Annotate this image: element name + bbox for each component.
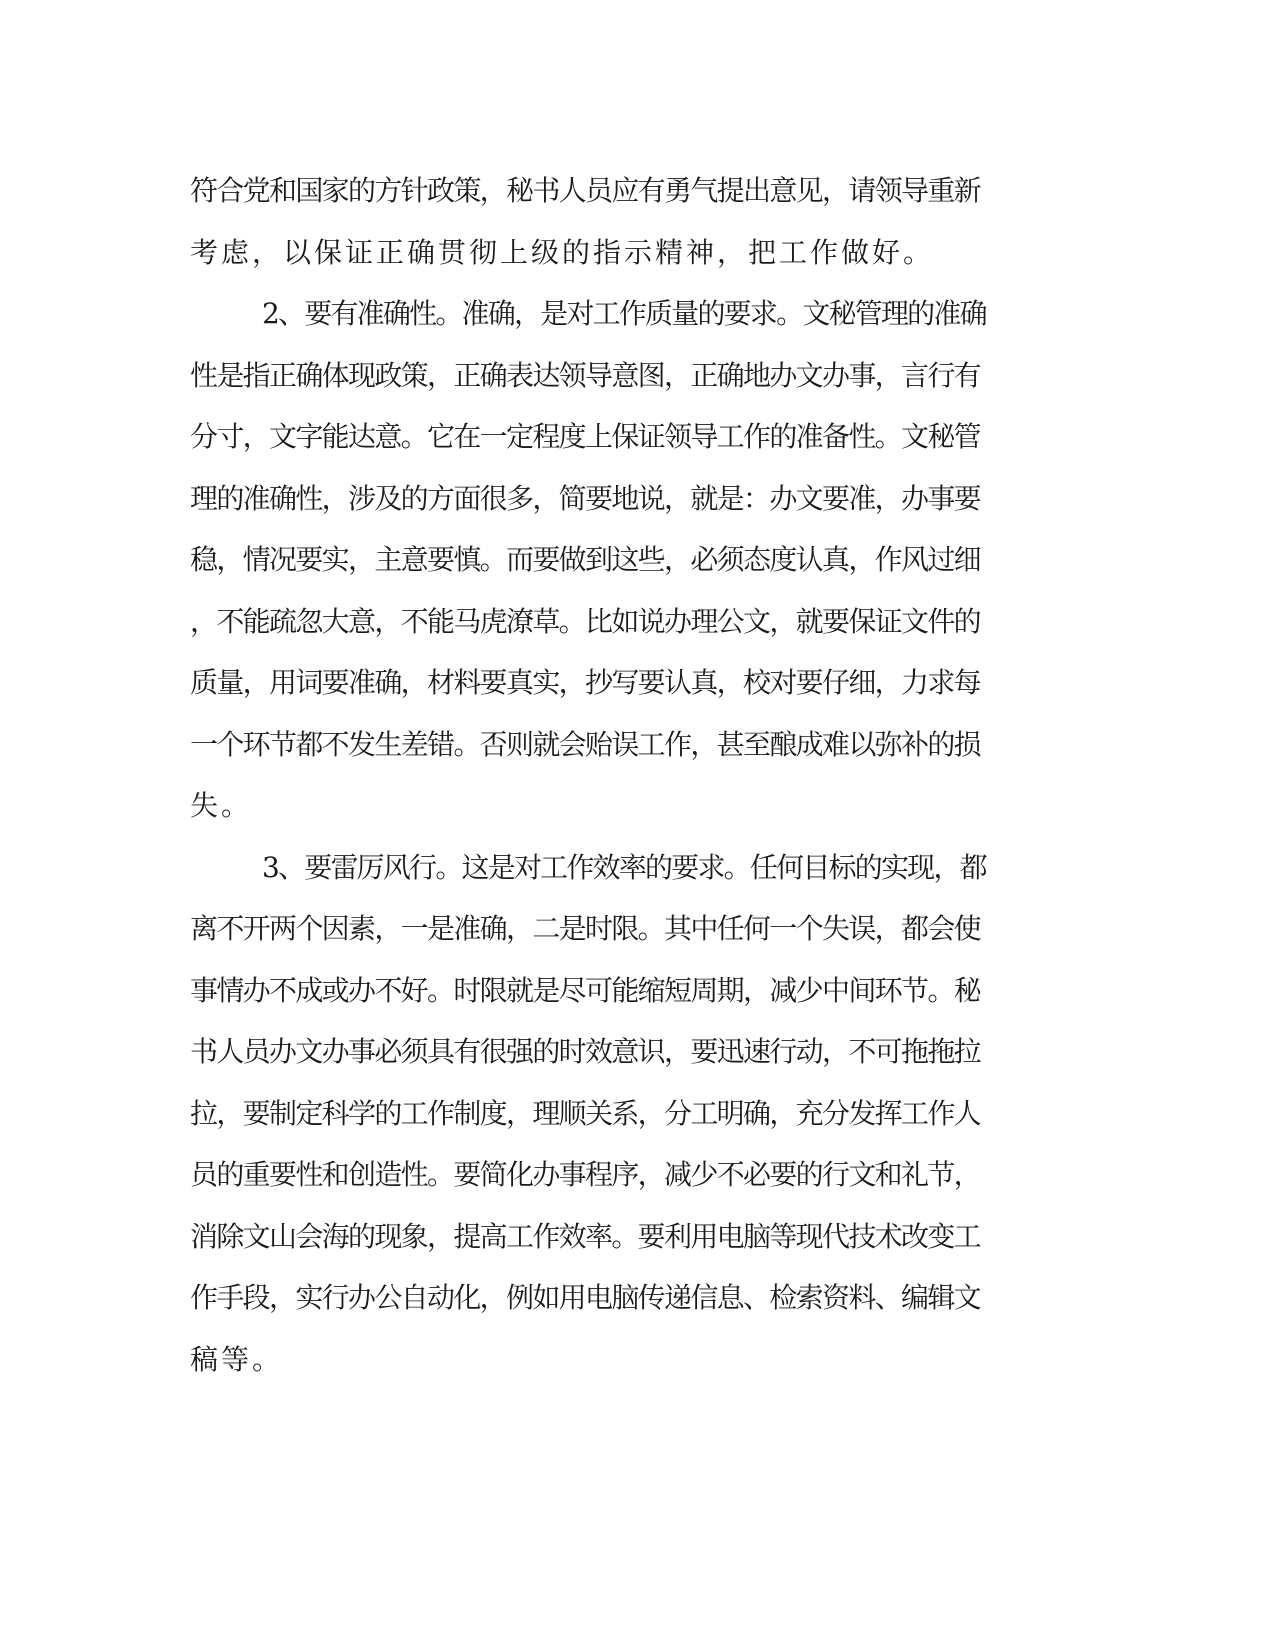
text-line: 员的重要性和创造性。要简化办事程序，减少不必要的行文和礼节， [190,1158,981,1191]
text-line: 分寸，文字能达意。它在一定程度上保证领导工作的准备性。文秘管 [190,420,981,453]
text-line: 离不开两个因素，一是准确，二是时限。其中任何一个失误，都会使 [190,912,981,945]
document-body [190,160,1070,1390]
text-line: 一个环节都不发生差错。否则就会贻误工作，甚至酿成难以弥补的损 [190,727,981,761]
text-line: 质量，用词要准确，材料要真实，抄写要认真，校对要仔细，力求每 [190,666,981,699]
text-line: 书人员办文办事必须具有很强的时效意识，要迅速行动，不可拖拖拉 [190,1035,981,1068]
text-line: 稳，情况要实，主意要慎。而要做到这些，必须态度认真，作风过细 [190,543,981,576]
text-line: 失。 [190,789,253,822]
text-line: 3、要雷厉风行。这是对工作效率的要求。任何目标的实现，都 [262,850,986,884]
text-line: 稿等。 [190,1342,284,1376]
text-line: 性是指正确体现政策，正确表达领导意图，正确地办文办事，言行有 [190,358,981,392]
text-line: 事情办不成或办不好。时限就是尽可能缩短周期，减少中间环节。秘 [190,973,981,1007]
text-line: 符合党和国家的方针政策，秘书人员应有勇气提出意见，请领导重新 [190,174,981,207]
text-line: 2、要有准确性。准确，是对工作质量的要求。文秘管理的准确 [262,297,986,330]
text-line: 消除文山会海的现象，提高工作效率。要利用电脑等现代技术改变工 [190,1219,981,1253]
text-line: 考虑，以保证正确贯彻上级的指示精神，把工作做好。 [190,235,935,269]
text-line: 理的准确性，涉及的方面很多，简要地说，就是：办文要准，办事要 [190,481,981,515]
text-line: ，不能疏忽大意，不能马虎潦草。比如说办理公文，就要保证文件的 [190,604,981,638]
text-line: 作手段，实行办公自动化，例如用电脑传递信息、检索资料、编辑文 [190,1281,981,1314]
text-line: 拉，要制定科学的工作制度，理顺关系，分工明确，充分发挥工作人 [190,1096,981,1130]
